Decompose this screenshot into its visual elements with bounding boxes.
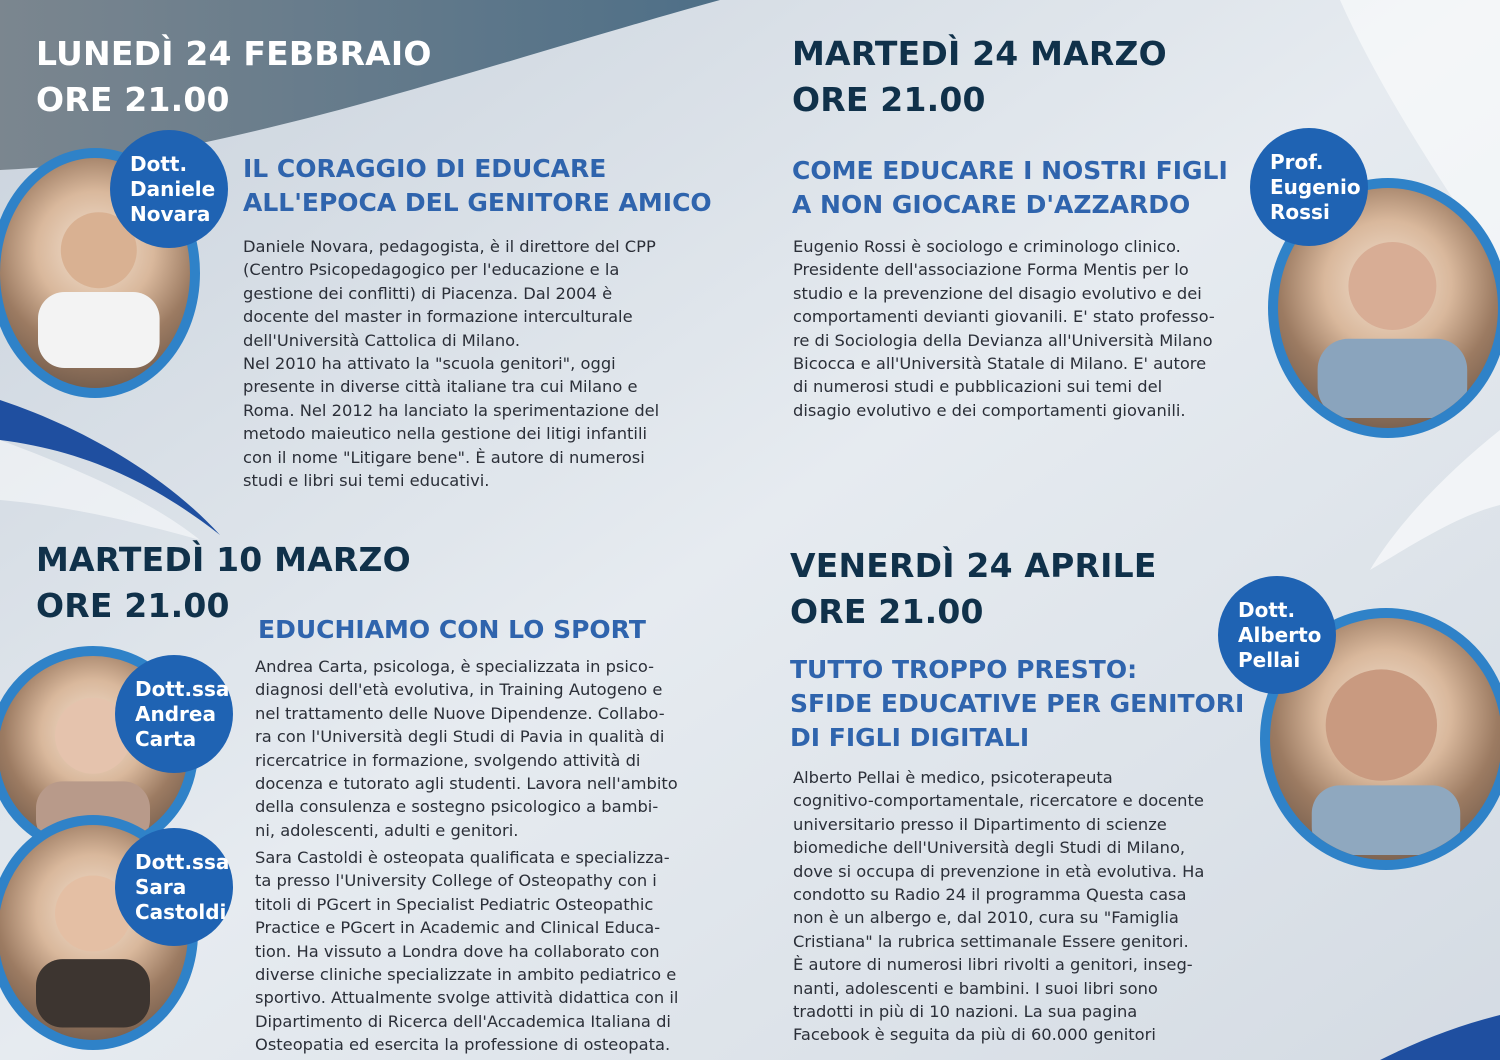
event-1-date: LUNEDÌ 24 FEBBRAIO <box>36 34 432 73</box>
speaker-title: Prof. <box>1270 149 1324 174</box>
event-4-bio: Alberto Pellai è medico, psicoterapeuta cognitivo-comportamentale, ricercatore e docente universitario presso il Dipartimento di scienze biomediche dell'Università degli Studi di Milano, dove si occupa di prevenzione in età evolutiva. Ha condotto su Radio 24 il programma Questa casa non è un albergo e, dal 2010, cura su "Famiglia Cristiana" la rubrica settimanale Essere genitori. È autore di numerosi libri rivolti a genitori, inseg- nanti, adolescenti e bambini. I suoi libri sono tradotti in più di 10 nazioni. La sua pagina Facebook è seguita da più di 60.000 genitori <box>793 768 1205 1045</box>
speaker-first-name: Alberto <box>1238 622 1322 647</box>
speaker-title: Dott.ssa <box>135 849 230 874</box>
speaker-first-name: Sara <box>135 874 187 899</box>
speaker-last-name: Rossi <box>1270 199 1330 224</box>
event-1-title-line-2: ALL'EPOCA DEL GENITORE AMICO <box>243 188 712 217</box>
event-4-title-line-2: SFIDE EDUCATIVE PER GENITORI <box>790 689 1245 718</box>
speaker-first-name: Andrea <box>135 701 216 726</box>
event-2-title <box>792 154 1228 222</box>
speaker-badge-daniele-novara <box>110 130 228 248</box>
event-3-title <box>258 613 646 647</box>
speaker-badge-sara-castoldi <box>115 828 233 946</box>
event-4-time: ORE 21.00 <box>790 592 984 631</box>
speaker-badge-eugenio-rossi <box>1250 128 1368 246</box>
event-3-bio-andrea-carta: Andrea Carta, psicologa, è specializzata in psico- diagnosi dell'età evolutiva, in Training Autogeno e nel trattamento delle Nuove Dipendenze. Collabo- ra con l'Università degli Studi di Pavia in qualità di ricercatrice in formazione, svolgendo attività di docenza e tutorato agli studenti. Lavora nell'ambito della consulenza e sostegno psicologico a bambi- ni, adolescenti, adulti e genitori. <box>255 657 678 840</box>
speaker-title: Dott. <box>1238 597 1296 622</box>
speaker-title: Dott.ssa <box>135 676 230 701</box>
speaker-first-name: Daniele <box>130 176 216 201</box>
event-1-time: ORE 21.00 <box>36 80 230 119</box>
event-2-time: ORE 21.00 <box>792 80 986 119</box>
event-2-bio: Eugenio Rossi è sociologo e criminologo clinico. Presidente dell'associazione Forma Mentis per lo studio e la prevenzione del disagio evolutivo e dei comportamenti devianti giovanili. E' stato professo- re di Sociologia della Devianza all'Università Milano Bicocca e all'Università Statale di Milano. E' autore di numerosi studi e pubblicazioni sui temi del disagio evolutivo e dei comportamenti giovanili. <box>793 237 1215 420</box>
event-4-title-line-1: TUTTO TROPPO PRESTO: <box>790 655 1138 684</box>
speaker-badge-andrea-carta <box>115 655 233 773</box>
event-1-bio: Daniele Novara, pedagogista, è il direttore del CPP (Centro Psicopedagogico per l'educazione e la gestione dei conflitti) di Piacenza. Dal 2004 è docente del master in formazione interculturale dell'Università Cattolica di Milano. Nel 2010 ha attivato la "scuola genitori", oggi presente in diverse città italiane tra cui Milano e Roma. Nel 2012 ha lanciato la sperimentazione del metodo maieutico nella gestione dei litigi infantili con il nome "Litigare bene". È autore di numerosi studi e libri sui temi educativi. <box>243 237 660 491</box>
event-2-title-line-1: COME EDUCARE I NOSTRI FIGLI <box>792 156 1228 185</box>
event-2-date: MARTEDÌ 24 MARZO <box>792 34 1167 73</box>
speaker-badge-alberto-pellai <box>1218 576 1336 694</box>
speaker-last-name: Novara <box>130 201 211 226</box>
event-2-title-line-2: A NON GIOCARE D'AZZARDO <box>792 190 1191 219</box>
event-1-title-line-1: IL CORAGGIO DI EDUCARE <box>243 154 607 183</box>
speaker-last-name: Carta <box>135 726 197 751</box>
event-1-title <box>243 152 712 220</box>
speaker-first-name: Eugenio <box>1270 174 1361 199</box>
event-4-title-line-3: DI FIGLI DIGITALI <box>790 723 1030 752</box>
event-4-date: VENERDÌ 24 APRILE <box>790 546 1157 585</box>
speaker-last-name: Castoldi <box>135 899 227 924</box>
event-3-date: MARTEDÌ 10 MARZO <box>36 540 411 579</box>
speaker-title: Dott. <box>130 151 188 176</box>
event-4-title <box>790 653 1244 755</box>
event-3-time: ORE 21.00 <box>36 586 230 625</box>
speaker-last-name: Pellai <box>1238 647 1301 672</box>
event-3-bio-sara-castoldi: Sara Castoldi è osteopata qualificata e specializza- ta presso l'University College of Osteopathy con i titoli di PGcert in Specialist Pediatric Osteopathic Practice e PGcert in Academic and Clinical Educa- tion. Ha vissuto a Londra dove ha collaborato con diverse cliniche specializzate in ambito pediatrico e sportivo. Attualmente svolge attività didattica con il Dipartimento di Ricerca dell'Accademica Italiana di Osteopatia ed esercita la professione di osteopata. <box>255 848 679 1055</box>
event-3-title-line-1: EDUCHIAMO CON LO SPORT <box>258 615 646 644</box>
